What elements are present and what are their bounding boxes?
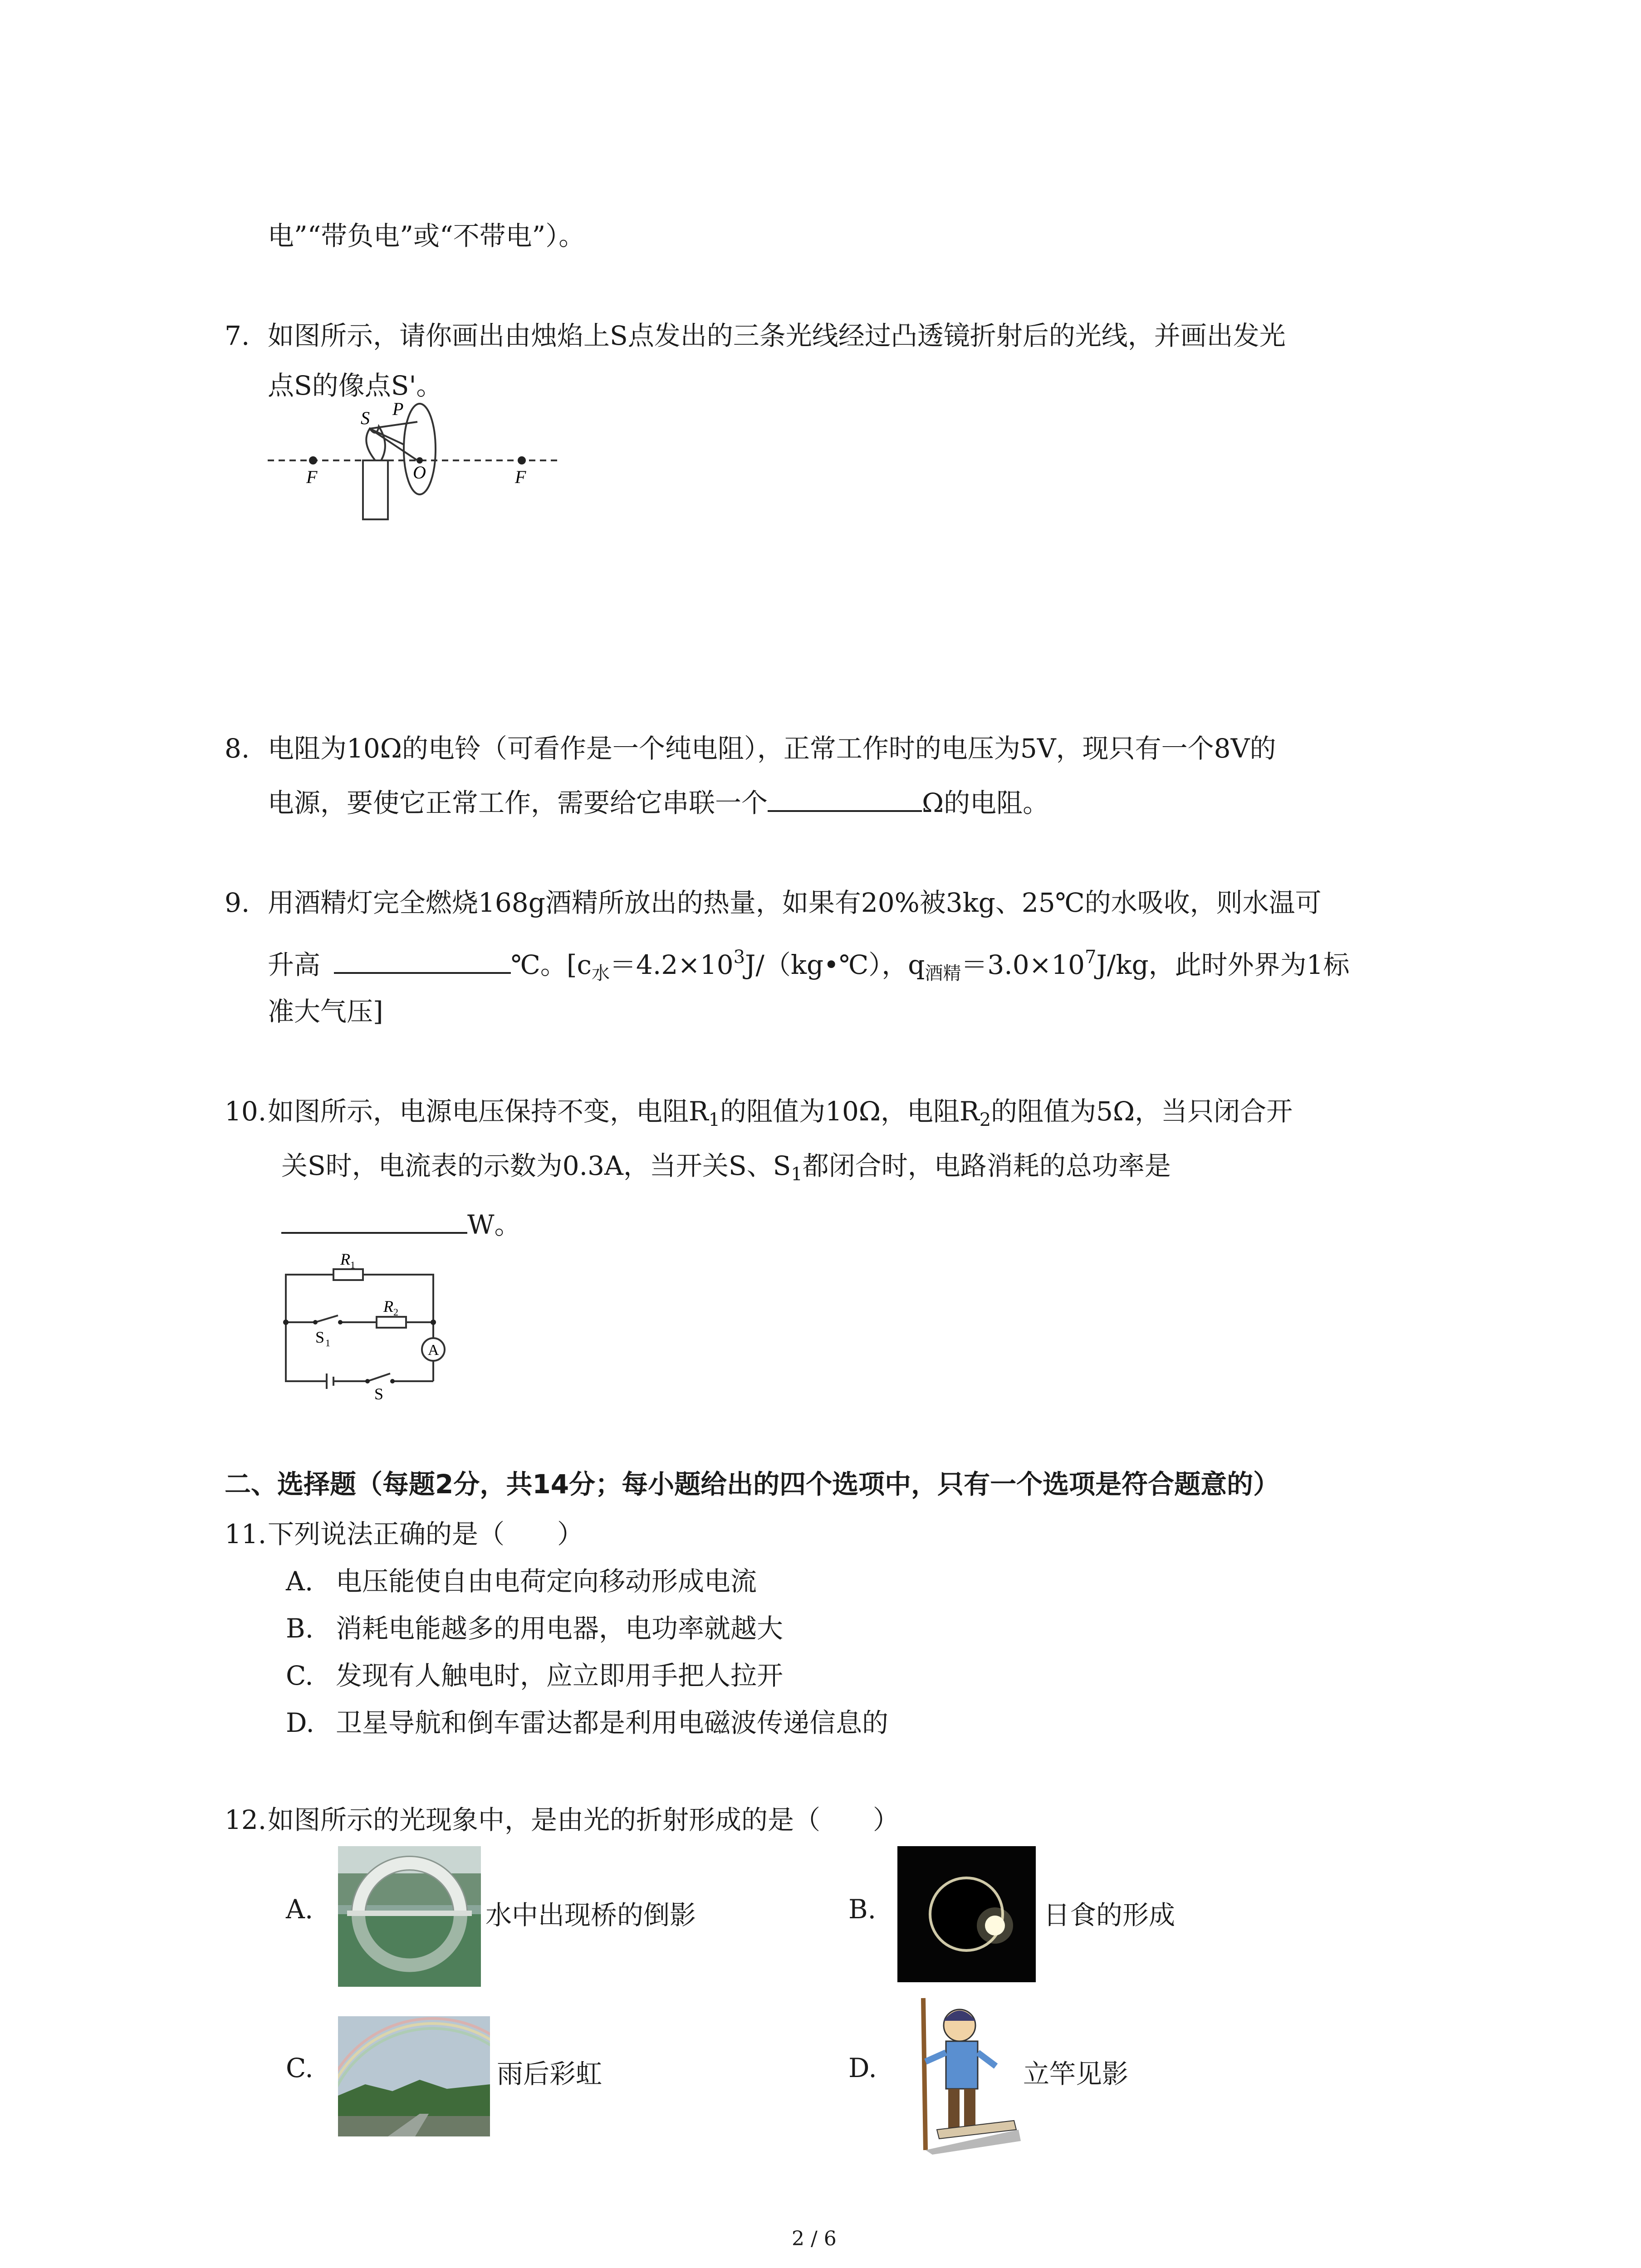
q7-text-1: 如图所示，请你画出由烛焰上S点发出的三条光线经过凸透镜折射后的光线，并画出发光 xyxy=(268,320,1286,351)
q10-text-2a: 关S时，电流表的示数为0.3A，当开关S、S xyxy=(281,1150,791,1181)
q10-text-1b: 的阻值为10Ω，电阻R xyxy=(720,1096,980,1127)
q11-option-b-label: B. xyxy=(286,1613,314,1644)
q12-option-b-text: 日食的形成 xyxy=(1043,1900,1176,1931)
circuit-label-S1: S xyxy=(315,1328,325,1346)
q10-number: 10. xyxy=(225,1096,267,1127)
q8-line2 xyxy=(268,776,1049,830)
circuit-label-R1: R xyxy=(340,1250,350,1268)
section-2-title: 二、选择题（每题2分，共14分；每小题给出的四个选项中，只有一个选项是符合题意的） xyxy=(225,1469,1280,1500)
q8-number: 8. xyxy=(225,733,250,764)
circuit-label-R2: R xyxy=(383,1297,393,1315)
q11-stem xyxy=(225,1510,583,1558)
q9-answer-blank[interactable] xyxy=(334,945,511,974)
q11-option-c[interactable] xyxy=(286,1652,783,1699)
q8-text-1: 电阻为10Ω的电铃（可看作是一个纯电阻），正常工作时的电压为5V，现只有一个8V的 xyxy=(268,733,1276,764)
q12-option-b-label[interactable]: B. xyxy=(848,1894,877,1925)
circuit-label-R2-sub: 2 xyxy=(393,1306,398,1318)
q9-c-unit: J/（kg•℃），q xyxy=(745,949,925,980)
q10-text-1c: 的阻值为5Ω，当只闭合开 xyxy=(991,1096,1293,1127)
q11-option-b-text: 消耗电能越多的用电器，电功率就越大 xyxy=(336,1613,784,1644)
q7-number: 7. xyxy=(225,320,250,351)
q12-number: 12. xyxy=(225,1804,267,1835)
q9-text-3: 准大气压] xyxy=(268,996,383,1027)
q10-text-2b: 都闭合时，电路消耗的总功率是 xyxy=(802,1150,1171,1181)
q9-q-value: ＝3.0×10 xyxy=(961,949,1085,980)
q11-option-a-text: 电压能使自由电荷定向移动形成电流 xyxy=(336,1566,757,1597)
q10-line1 xyxy=(225,1084,1293,1147)
circuit-label-S1-sub: 1 xyxy=(325,1337,330,1349)
q12-stem xyxy=(225,1796,899,1843)
q11-option-d-text: 卫星导航和倒车雷达都是利用电磁波传递信息的 xyxy=(336,1707,889,1738)
q11-option-c-text: 发现有人触电时，应立即用手把人拉开 xyxy=(336,1660,784,1691)
q7-text-2: 点S的像点S'。 xyxy=(268,370,443,401)
q12-option-a-label[interactable]: A. xyxy=(286,1894,314,1925)
q8-text-2a: 电源，要使它正常工作，需要给它串联一个 xyxy=(268,787,768,818)
q10-text-1a: 如图所示，电源电压保持不变，电阻R xyxy=(268,1096,709,1127)
lens-diagram xyxy=(268,399,567,531)
q10-answer-blank[interactable] xyxy=(281,1205,467,1234)
q9-c-exponent: 3 xyxy=(733,947,745,968)
q11-option-a[interactable] xyxy=(286,1558,757,1605)
bridge-reflection-image xyxy=(338,1846,481,1987)
q12-option-d-label[interactable]: D. xyxy=(848,2053,877,2083)
label-P: P xyxy=(392,399,404,419)
page-number: 2 / 6 xyxy=(792,2227,837,2250)
q9-q-subscript: 酒精 xyxy=(925,963,961,984)
q6-tail-text: 电”“带负电”或“不带电”）。 xyxy=(268,220,585,251)
q10-s1-subscript: 1 xyxy=(791,1164,803,1185)
q11-option-b[interactable] xyxy=(286,1605,783,1652)
circuit-label-ammeter: A xyxy=(428,1342,439,1359)
label-F-right: F xyxy=(515,467,526,487)
q12-option-c-label[interactable]: C. xyxy=(286,2053,314,2083)
q11-option-d[interactable] xyxy=(286,1699,888,1746)
q9-number: 9. xyxy=(225,887,250,918)
solar-eclipse-image xyxy=(897,1846,1036,1982)
q9-text-1: 用酒精灯完全燃烧168g酒精所放出的热量，如果有20%被3kg、25℃的水吸收，则水温可 xyxy=(268,887,1322,918)
q10-text-3: W。 xyxy=(467,1209,521,1240)
q11-option-d-label: D. xyxy=(286,1707,314,1738)
label-O: O xyxy=(413,462,426,483)
rainbow-image xyxy=(338,2016,490,2136)
q12-option-a-text: 水中出现桥的倒影 xyxy=(485,1900,696,1931)
label-F-left: F xyxy=(306,467,318,487)
q9-line2 xyxy=(268,930,1349,1001)
q11-number: 11. xyxy=(225,1519,267,1549)
q11-option-a-label: A. xyxy=(286,1566,314,1597)
q9-q-exponent: 7 xyxy=(1085,947,1097,968)
circuit-label-S: S xyxy=(374,1385,384,1403)
q9-line1 xyxy=(225,875,1322,930)
q11-option-c-label: C. xyxy=(286,1660,314,1691)
q9-text-2a: 升高 xyxy=(268,949,321,980)
q10-r1-subscript: 1 xyxy=(708,1110,720,1130)
circuit-diagram xyxy=(277,1243,458,1406)
q9-c-subscript: 水 xyxy=(592,963,610,984)
q12-stem-text: 如图所示的光现象中，是由光的折射形成的是（ ） xyxy=(268,1804,900,1835)
q9-c-value: ＝4.2×10 xyxy=(610,949,734,980)
pole-shadow-image xyxy=(905,1994,1028,2157)
q11-stem-text: 下列说法正确的是（ ） xyxy=(268,1519,584,1549)
q10-line2 xyxy=(281,1139,1171,1202)
q12-option-c-text: 雨后彩虹 xyxy=(497,2058,603,2089)
q10-r2-subscript: 2 xyxy=(979,1110,991,1130)
q12-option-d-text: 立竿见影 xyxy=(1023,2058,1129,2089)
circuit-label-R1-sub: 1 xyxy=(350,1259,355,1271)
label-S: S xyxy=(361,408,370,428)
q9-text-2b: ℃。[c xyxy=(511,949,592,980)
q8-answer-blank[interactable] xyxy=(768,783,922,812)
q8-line1 xyxy=(225,721,1276,776)
q8-text-2b: Ω的电阻。 xyxy=(922,787,1049,818)
q9-q-unit: J/kg，此时外界为1标 xyxy=(1096,949,1350,980)
q7-line1 xyxy=(225,308,1286,363)
